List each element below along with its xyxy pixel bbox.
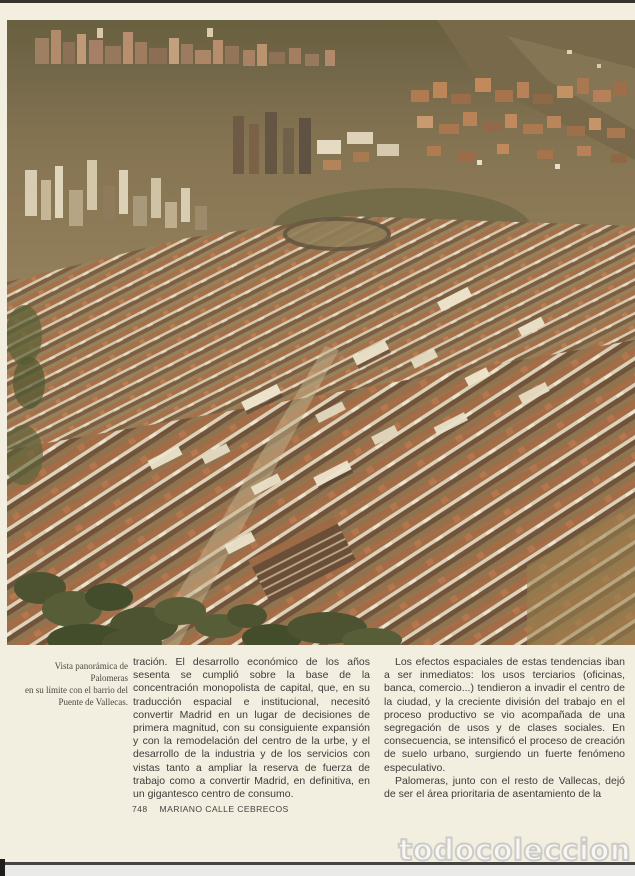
author-name: MARIANO CALLE CEBRECOS [159, 804, 289, 814]
paragraph-right-2: Palomeras, junto con el resto de Vallecas, dejó de ser el área prioritaria de asentamiento de la [384, 774, 625, 801]
photo-caption [18, 656, 128, 708]
aerial-photo [7, 20, 635, 645]
body-column-left [133, 656, 370, 801]
aerial-photo-graphic [7, 20, 635, 645]
paragraph-left: tración. El desarrollo económico de los años sesenta se cumplió sobre la base de la concentración monopolista de capital, que, en su traducción espacial e institucional, necesitó convertir Madrid en un lugar de decisiones de primera magnitud, con su consiguiente expansión y con la remodelación del centro de la urbe, y el desarrollo de la industria y de los servicios con vistas tanto a ampliar la reserva de fuerza de trabajo como a convertir Madrid, en definitiva, en un gigantesco centro de consumo. [133, 656, 370, 801]
caption-line: Vista panorámica de Palomeras [54, 661, 128, 683]
scan-corner-notch [0, 859, 5, 876]
caption-line: Puente de Vallecas. [58, 697, 128, 707]
watermark: todocoleccion [398, 833, 631, 867]
body-column-right [384, 656, 625, 801]
page-number: 748 [132, 804, 148, 814]
scan-top-edge [0, 0, 635, 3]
caption-line: en su límite con el barrio del [25, 685, 128, 695]
paragraph-right-1: Los efectos espaciales de estas tendencias iban a ser inmediatos: los usos terciarios (oficinas, banca, comercio...) tendieron a invadir el centro de la ciudad, y la creciente división del trabajo en el proceso productivo se vio acompañada de una segregación de usos y de clases sociales. En consecuencia, se intensificó el proceso de creación de suelo urbano, surgiendo un fuerte fenómeno especulativo. [384, 656, 625, 774]
text-block [0, 656, 635, 801]
page-footer [132, 804, 289, 814]
